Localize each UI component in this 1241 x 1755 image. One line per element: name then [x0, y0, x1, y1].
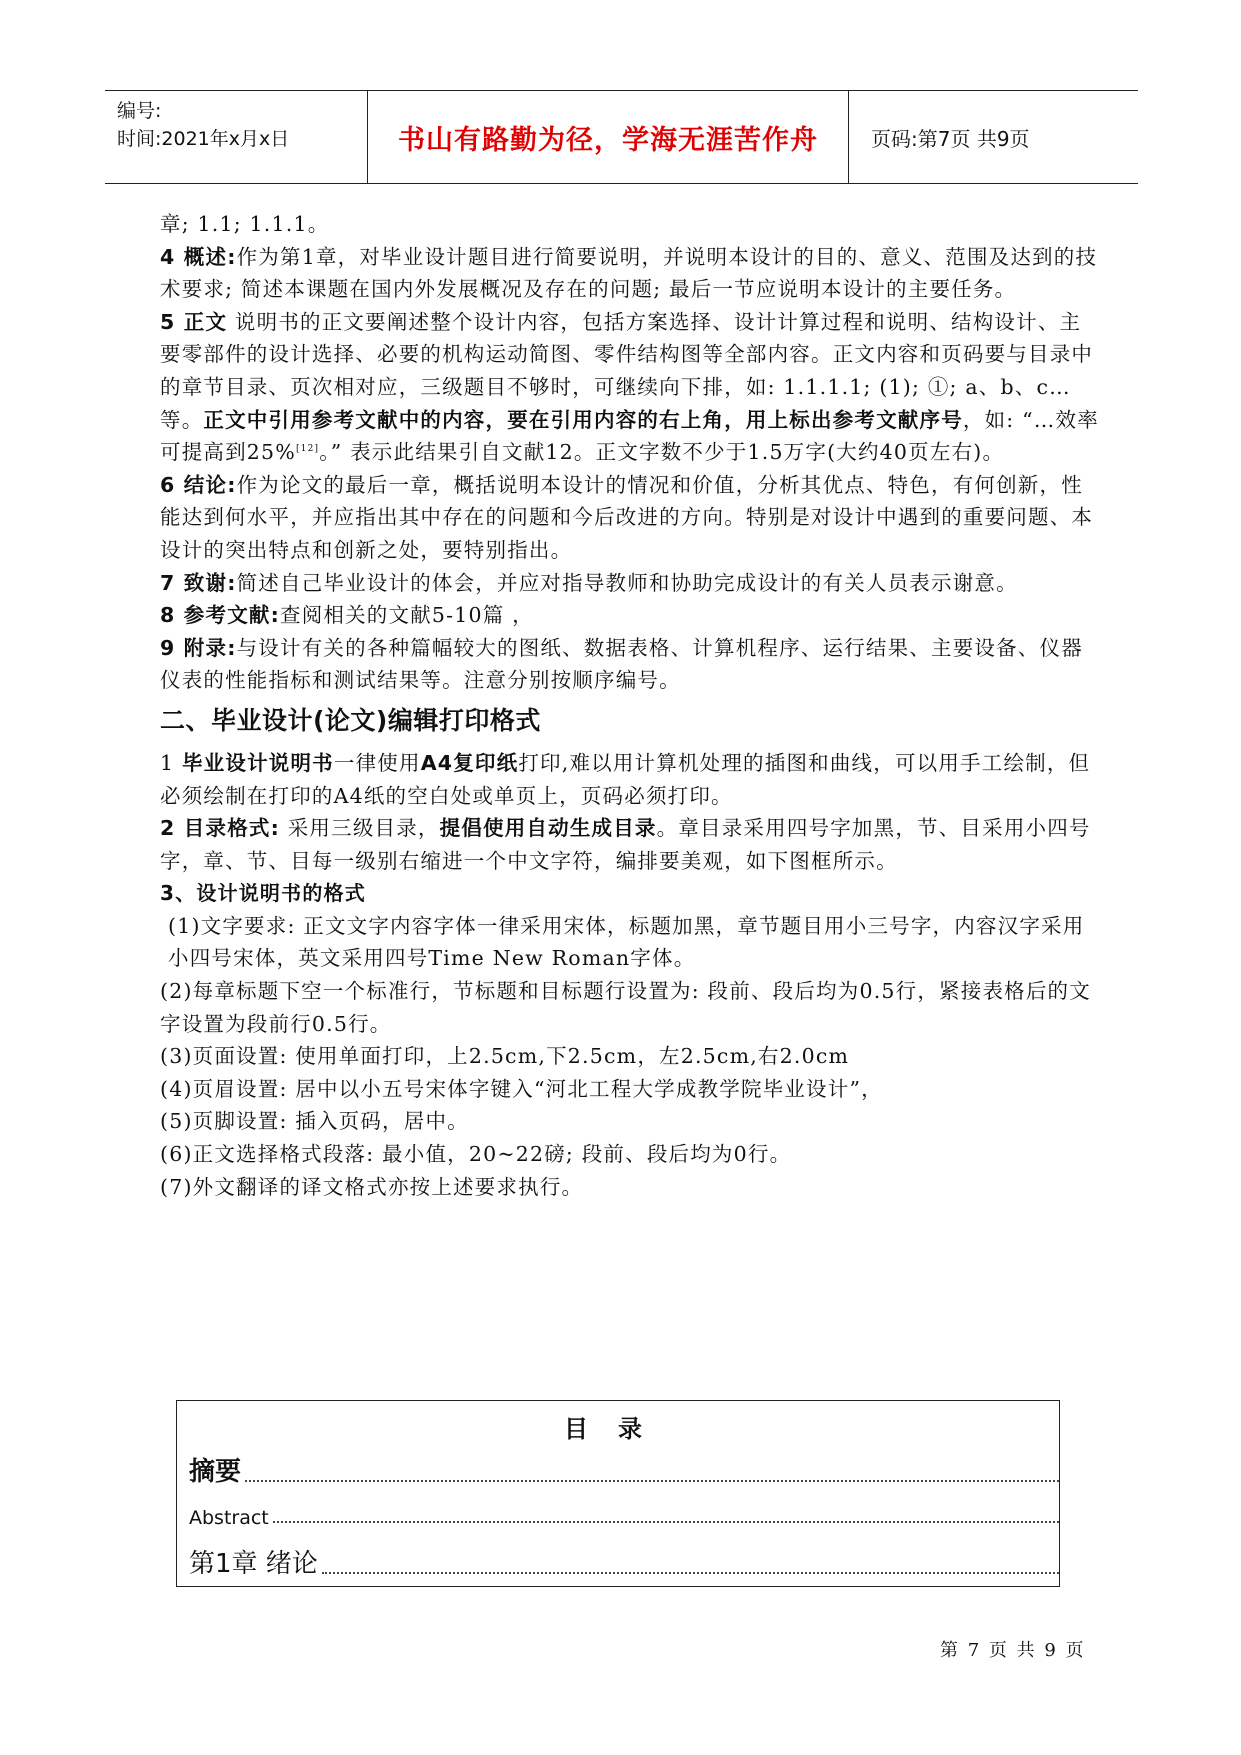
- toc-format-heading: 2 目录格式:: [160, 816, 280, 841]
- format-item-7: (7)外文翻译的译文格式亦按上述要求执行。: [160, 1174, 584, 1199]
- subsection-title: 3、设计说明书的格式: [160, 881, 366, 906]
- paper-spec-text-2: 打印,难以用计算机处理的插图和曲线，可以用手工绘制，但必须绘制在打印的A4纸的空白处或单页上，页码必须打印。: [160, 750, 1091, 808]
- toc-row-chapter-1: [189, 1543, 1059, 1580]
- main-text-tail: 。” 表示此结果引自文献12。正文字数不少于1.5万字(大约40页左右)。: [319, 440, 1005, 465]
- format-item-5: (5)页脚设置: 插入页码，居中。: [160, 1109, 469, 1134]
- document-body: [160, 208, 1100, 1203]
- format-item-6: (6)正文选择格式段落: 最小值，20~22磅; 段前、段后均为0行。: [160, 1142, 792, 1167]
- toc-leader-dots: [322, 1572, 1059, 1574]
- appendix-text: 与设计有关的各种篇幅较大的图纸、数据表格、计算机程序、运行结果、主要设备、仪器仪表的性能指标和测试结果等。注意分别按顺序编号。: [160, 635, 1083, 693]
- paragraph-continuation: 章; 1.1; 1.1.1。: [160, 212, 330, 236]
- paragraph-references: [160, 599, 1100, 632]
- main-text-heading: 5 正文: [160, 309, 228, 334]
- main-text-bold-note: 正文中引用参考文献中的内容，要在引用内容的右上角，用上标出参考文献序号: [203, 407, 963, 432]
- overview-heading: 4 概述:: [160, 244, 237, 269]
- references-heading: 8 参考文献:: [160, 603, 280, 628]
- overview-text: 作为第1章，对毕业设计题目进行简要说明，并说明本设计的目的、意义、范围及达到的技术要求; 简述本课题在国内外发展概况及存在的问题; 最后一节应说明本设计的主要任务。: [160, 244, 1098, 302]
- format-item-1: (1)文字要求: 正文文字内容字体一律采用宋体，标题加黑，章节题目用小三号字，内容汉字采用小四号宋体，英文采用四号Time New Roman字体。: [168, 913, 1085, 971]
- toc-format-bold: 提倡使用自动生成目录: [439, 816, 657, 841]
- paper-spec-bold-1: 毕业设计说明书: [181, 750, 334, 775]
- toc-row-abstract-cn: [189, 1451, 1059, 1488]
- paper-spec-text-1: 一律使用: [333, 750, 421, 775]
- main-text-text: 说明书的正文要阐述整个设计内容，包括方案选择、设计计算过程和说明、结构设计、主要零部件的设计选择、必要的机构运动简图、零件结构图等全部内容。正文内容和页码要与目录中的章节目录、页次相对应，三级题目不够时，可继续向下排，如: 1.1.1.1; (1); ①; a、b、c…等。: [160, 309, 1094, 432]
- page-header: [105, 90, 1138, 184]
- paragraph-paper-spec: [160, 747, 1100, 812]
- toc-row-label: 第1章 绪论: [189, 1549, 318, 1579]
- toc-row-label: Abstract: [189, 1507, 269, 1529]
- document-time-label: 时间:2021年x月x日: [117, 128, 290, 150]
- toc-format-text-1: 采用三级目录，: [280, 816, 440, 841]
- main-text-example: ，如: “…效率可提高到25%: [160, 407, 1099, 465]
- toc-title: 目录: [564, 1415, 672, 1443]
- toc-example-box: [176, 1400, 1060, 1587]
- paper-spec-bold-2: A4复印纸: [420, 750, 519, 775]
- header-left-cell: [105, 91, 367, 183]
- paragraph-toc-format: [160, 812, 1100, 877]
- conclusion-heading: 6 结论:: [160, 472, 237, 497]
- paragraph-acknowledgement: [160, 567, 1100, 600]
- paragraph-overview: [160, 241, 1100, 306]
- format-item-2: (2)每章标题下空一个标准行，节标题和目标题行设置为: 段前、段后均为0.5行，紧接表格后的文字设置为段前行0.5行。: [160, 979, 1091, 1036]
- paragraph-main-text: [160, 306, 1100, 469]
- paragraph-conclusion: [160, 469, 1100, 567]
- document-number-label: 编号:: [117, 100, 162, 122]
- format-item-3: (3)页面设置: 使用单面打印，上2.5cm,下2.5cm，左2.5cm,右2.0cm: [160, 1044, 850, 1069]
- toc-leader-dots: [245, 1480, 1059, 1482]
- format-item-4: (4)页眉设置: 居中以小五号宋体字键入“河北工程大学成教学院毕业设计”，: [160, 1076, 883, 1101]
- citation-superscript: [12]: [295, 444, 320, 455]
- header-page-code: 页码:第7页 共9页: [871, 126, 1030, 151]
- acknowledgement-heading: 7 致谢:: [160, 570, 237, 595]
- toc-format-text-2: 。章目录采用四号字加黑，节、目采用小四号字，章、节、目每一级别右缩进一个中文字符，编排要美观，如下图框所示。: [160, 816, 1091, 873]
- toc-row-label: 摘要: [189, 1457, 242, 1487]
- section-title: 二、毕业设计(论文)编辑打印格式: [160, 705, 541, 735]
- paragraph-appendix: [160, 632, 1100, 697]
- page-footer-number: 第 7 页 共 9 页: [940, 1640, 1086, 1661]
- conclusion-text: 作为论文的最后一章，概括说明本设计的情况和价值，分析其优点、特色，有何创新，性能达到何水平，并应指出其中存在的问题和今后改进的方向。特别是对设计中遇到的重要问题、本设计的突出特点和创新之处，要特别指出。: [160, 472, 1094, 562]
- toc-leader-dots: [273, 1521, 1059, 1523]
- header-motto: 书山有路勤为径，学海无涯苦作舟: [367, 91, 849, 183]
- references-text: 查阅相关的文献5-10篇 ，: [280, 603, 534, 628]
- toc-row-abstract-en: [189, 1507, 1059, 1529]
- acknowledgement-text: 简述自己毕业设计的体会，并应对指导教师和协助完成设计的有关人员表示谢意。: [236, 570, 1018, 595]
- appendix-heading: 9 附录:: [160, 635, 237, 660]
- paper-spec-number: 1: [160, 750, 182, 775]
